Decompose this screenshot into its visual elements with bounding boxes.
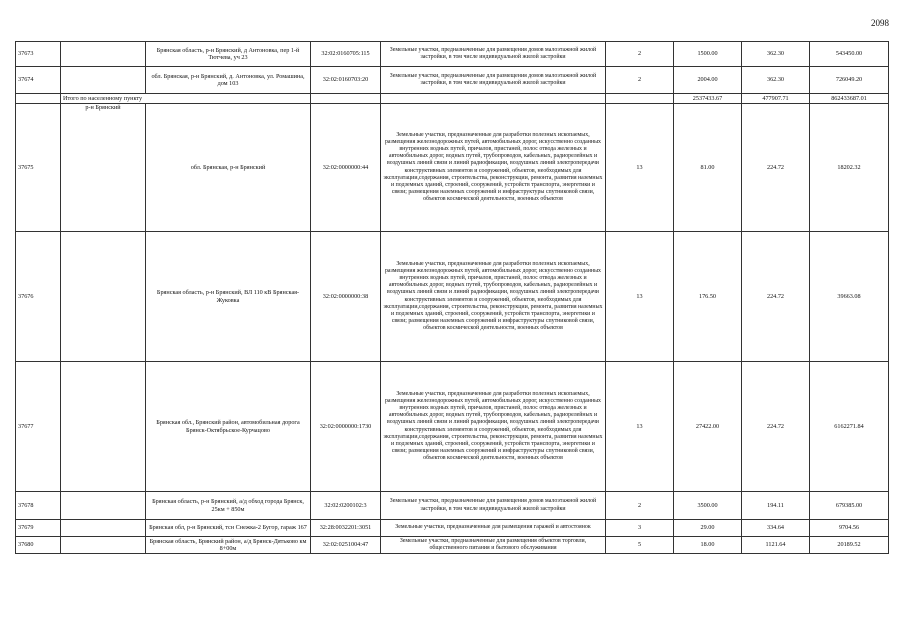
total-label: Итого по населенному пункту [61,94,311,104]
cadastral-number-cell: 32:02:0000000:44 [311,104,381,232]
value-cell: 18202.32 [810,104,889,232]
address-cell: Брянская обл, р-н Брянский, тсн Снежка-2 Бугор, гараж 167 [146,520,311,537]
area-cell: 27422.00 [674,362,742,492]
address-cell: Брянская область, Брянский район, а/д Брянск-Дятьково км 8+00м [146,537,311,554]
cadastral-number-cell: 32:02:0160705:115 [311,42,381,67]
row-number: 37677 [16,362,61,492]
row-number: 37674 [16,67,61,94]
group-cell: 3 [606,520,674,537]
land-use-cell: Земельные участки, предназначенные для разработки полезных ископаемых, размещения железнодорожных путей, автомобильных дорог, искусственно созданных внутренних водных путей, причалов, пристаней, полос отвода железных и автомобильных дорог, водных путей, трубопроводов, кабельных, радиорелейных и воздушных линий связи и линий радиофикации, воздушных линий электропередачи конструктивных элементов и сооружений, объектов, необходимых для эксплуатации,содержания, строительства, реконструкции, ремонта, развития наземных и подземных зданий, строений, сооружений, устройств транспорта, энергетики и связи; размещения наземных сооружений и инфраструктуры спутниковой связи, объектов космической деятельности, военных объектов [381,362,606,492]
group-cell: 2 [606,42,674,67]
price-cell: 224.72 [742,104,810,232]
price-cell: 334.64 [742,520,810,537]
district-cell [61,67,146,94]
cadastral-number-cell: 32:28:0032201:3051 [311,520,381,537]
value-cell: 679385.00 [810,492,889,520]
district-cell [61,362,146,492]
row-number: 37678 [16,492,61,520]
area-cell: 18.00 [674,537,742,554]
cadastral-number-cell: 32:02:0000000:38 [311,232,381,362]
district-cell [61,537,146,554]
district-cell [61,492,146,520]
cadastral-number-cell: 32:02:0251004:47 [311,537,381,554]
price-cell: 1121.64 [742,537,810,554]
land-use-cell: Земельные участки, предназначенные для размещения домов малоэтажной жилой застройки, в том числе индивидуальной жилой застройки [381,67,606,94]
value-cell: 9704.56 [810,520,889,537]
land-use-cell: Земельные участки, предназначенные для размещения домов малоэтажной жилой застройки, в том числе индивидуальной жилой застройки [381,492,606,520]
row-number: 37679 [16,520,61,537]
value-cell: 6162271.84 [810,362,889,492]
table-row [16,537,889,554]
cadastral-number-cell: 32:02:0200102:3 [311,492,381,520]
address-cell: Брянская обл., Брянский район, автомобильная дорога Брянск-Октябрьское-Курчацово [146,362,311,492]
cadastral-number-cell: 32:02:0160703:20 [311,67,381,94]
table-row [16,42,889,67]
group-cell: 13 [606,232,674,362]
area-cell: 2004.00 [674,67,742,94]
price-cell: 224.72 [742,232,810,362]
land-use-cell: Земельные участки, предназначенные для размещения объектов торговли, общественного питания и бытового обслуживания [381,537,606,554]
area-cell: 176.50 [674,232,742,362]
value-cell: 543450.00 [810,42,889,67]
address-cell: обл. Брянская, р-н Брянский [146,104,311,232]
land-use-cell: Земельные участки, предназначенные для размещения гаражей и автостоянок [381,520,606,537]
district-cell [61,520,146,537]
price-cell: 362.30 [742,67,810,94]
table-row [16,520,889,537]
value-cell: 726049.20 [810,67,889,94]
group-cell: 2 [606,67,674,94]
row-number: 37676 [16,232,61,362]
group-cell: 13 [606,104,674,232]
land-use-cell: Земельные участки, предназначенные для разработки полезных ископаемых, размещения железнодорожных путей, автомобильных дорог, искусственно созданных внутренних водных путей, причалов, пристаней, полос отвода железных и автомобильных дорог, водных путей, трубопроводов, кабельных, радиорелейных и воздушных линий связи и линий радиофикации, воздушных линий электропередачи конструктивных элементов и сооружений, объектов, необходимых для эксплуатации,содержания, строительства, реконструкции, ремонта, развития наземных и подземных зданий, строений, сооружений, устройств транспорта, энергетики и связи; размещения наземных сооружений и инфраструктуры спутниковой связи, объектов космической деятельности, военных объектов [381,104,606,232]
area-cell: 81.00 [674,104,742,232]
table-row [16,362,889,492]
district-cell [61,42,146,67]
table-row [16,104,889,232]
address-cell: Брянская область, р-н Брянский, а/д обход города Брянск, 25км + 850м [146,492,311,520]
group-cell: 2 [606,492,674,520]
price-cell: 224.72 [742,362,810,492]
land-use-cell: Земельные участки, предназначенные для разработки полезных ископаемых, размещения железнодорожных путей, автомобильных дорог, искусственно созданных внутренних водных путей, причалов, пристаней, полос отвода железных и автомобильных дорог, водных путей, трубопроводов, кабельных, радиорелейных и воздушных линий связи и линий радиофикации, воздушных линий электропередачи конструктивных элементов и сооружений, объектов, необходимых для эксплуатации,содержания, строительства, реконструкции, ремонта, развития наземных и подземных зданий, строений, сооружений, устройств транспорта, энергетики и связи; размещения наземных сооружений и инфраструктуры спутниковой связи, объектов космической деятельности, военных объектов [381,232,606,362]
row-number: 37675 [16,104,61,232]
group-cell: 13 [606,362,674,492]
address-cell: обл. Брянская, р-н Брянский, д. Антоновка, ул. Ромашина, дом 103 [146,67,311,94]
table-row [16,67,889,94]
total-row [16,94,889,104]
table-row [16,492,889,520]
row-number: 37680 [16,537,61,554]
address-cell: Брянская область, р-н Брянский, д Антоновка, пер 1-й Тютчева, уч 23 [146,42,311,67]
price-cell: 362.30 [742,42,810,67]
address-cell: Брянская область, р-н Брянский, ВЛ 110 кВ Брянская-Жуковка [146,232,311,362]
district-cell [61,232,146,362]
land-registry-table [15,41,889,554]
value-cell: 20189.52 [810,537,889,554]
value-cell: 39663.08 [810,232,889,362]
area-cell: 29.00 [674,520,742,537]
land-use-cell: Земельные участки, предназначенные для размещения домов малоэтажной жилой застройки, в том числе индивидуальной жилой застройки [381,42,606,67]
area-cell: 1500.00 [674,42,742,67]
price-cell: 194.11 [742,492,810,520]
total-area: 2537433.67 [674,94,742,104]
total-price: 477907.71 [742,94,810,104]
table-row [16,232,889,362]
page-number: 2098 [871,18,889,28]
district-cell: р-н Брянский [61,104,146,232]
total-value: 862433687.01 [810,94,889,104]
cadastral-number-cell: 32:02:0000000:1730 [311,362,381,492]
group-cell: 5 [606,537,674,554]
area-cell: 3500.00 [674,492,742,520]
row-number: 37673 [16,42,61,67]
